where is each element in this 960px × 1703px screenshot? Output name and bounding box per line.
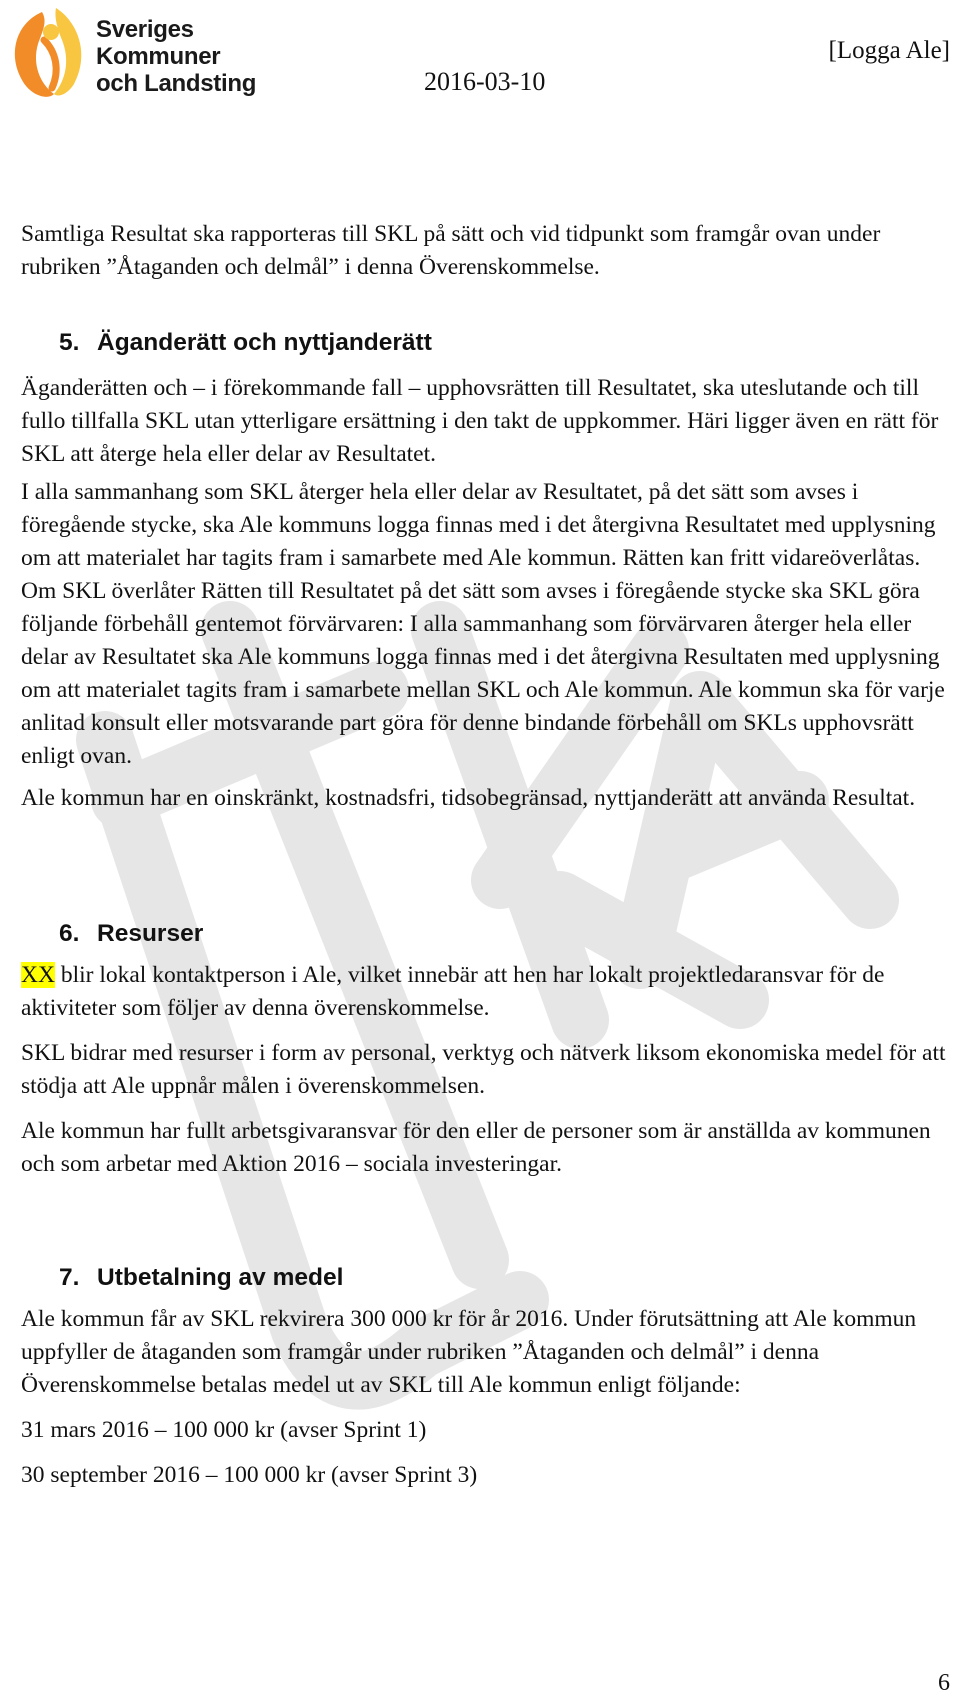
section-5-paragraph-1: Äganderätten och – i förekommande fall – upphovsrätten till Resultatet, ska uteslutande och till fullo tillfalla SKL utan ytterligare ersättning i den takt de uppkommer. Häri ligger även en rätt för SKL att återge hela eller delar av Resultatet.	[21, 375, 939, 467]
paragraph-text: blir lokal kontaktperson i Ale, vilket innebär att hen har lokalt projektledaransvar för de aktiviteter som följer av denna överenskommelse.	[21, 962, 885, 1021]
org-name-line3: och Landsting	[96, 70, 257, 97]
section-6-paragraph-2: SKL bidrar med resurser i form av personal, verktyg och nätverk liksom ekonomiska medel för att stödja att Ale uppnår målen i överenskommelsen.	[21, 1040, 946, 1099]
section-title: Äganderätt och nyttjanderätt	[97, 329, 432, 356]
org-name-line2: Kommuner	[96, 43, 221, 70]
org-name-line1: Sveriges	[96, 16, 194, 43]
document-date: 2016-03-10	[424, 67, 546, 96]
section-number: 7.	[59, 1264, 80, 1291]
section-title: Utbetalning av medel	[97, 1264, 344, 1291]
section-5-heading	[21, 328, 946, 358]
section-title: Resurser	[97, 920, 204, 947]
skl-logo-icon	[4, 4, 99, 104]
logo-placeholder: [Logga Ale]	[828, 37, 950, 64]
payment-line-1: 31 mars 2016 – 100 000 kr (avser Sprint 1)	[21, 1417, 427, 1443]
intro-paragraph: Samtliga Resultat ska rapporteras till SKL på sätt och vid tidpunkt som framgår ovan under rubriken ”Åtaganden och delmål” i denna Överenskommelse.	[21, 221, 881, 280]
section-6-paragraph-1	[21, 959, 946, 1025]
section-7-heading	[21, 1263, 946, 1293]
section-6-heading	[21, 919, 946, 949]
section-number: 5.	[59, 329, 80, 356]
section-5-paragraph-2: I alla sammanhang som SKL återger hela eller delar av Resultatet, på det sätt som avses i föregående stycke, ska Ale kommuns logga finnas med i det återgivna Resultatet med upplysning om att materialet har tagits fram i samarbete med Ale kommun. Rätten kan fritt vidareöverlåtas. Om SKL överlåter Rätten till Resultatet på det sätt som avses i föregående stycke ska SKL göra följande förbehåll gentemot förvärvaren: I alla sammanhang som förvärvaren återger hela eller delar av Resultatet ska Ale kommuns logga finnas med i det återgivna Resultaten med upplysning om att materialet tagits fram i samarbete mellan SKL och Ale kommun. Ale kommun ska för varje anlitad konsult eller motsvarande part göra för denne bindande förbehåll om SKLs upphovsrätt enligt ovan.	[21, 479, 945, 769]
section-5-paragraph-3: Ale kommun har en oinskränkt, kostnadsfri, tidsobegränsad, nyttjanderätt att använda Resultat.	[21, 785, 916, 811]
section-6-paragraph-3: Ale kommun har fullt arbetsgivaransvar för den eller de personer som är anställda av kommunen och som arbetar med Aktion 2016 – sociala investeringar.	[21, 1118, 931, 1177]
page-number: 6	[938, 1670, 950, 1696]
payment-line-2: 30 september 2016 – 100 000 kr (avser Sprint 3)	[21, 1462, 478, 1488]
page-header	[0, 0, 960, 110]
organization-name	[96, 16, 256, 97]
document-body	[21, 218, 946, 1492]
section-7-paragraph-1: Ale kommun får av SKL rekvirera 300 000 kr för år 2016. Under förutsättning att Ale kommun uppfyller de åtaganden som framgår under rubriken ”Åtaganden och delmål” i denna Överenskommelse betalas medel ut av SKL till Ale kommun enligt följande:	[21, 1306, 917, 1398]
section-number: 6.	[59, 920, 80, 947]
highlighted-placeholder: XX	[21, 962, 55, 988]
